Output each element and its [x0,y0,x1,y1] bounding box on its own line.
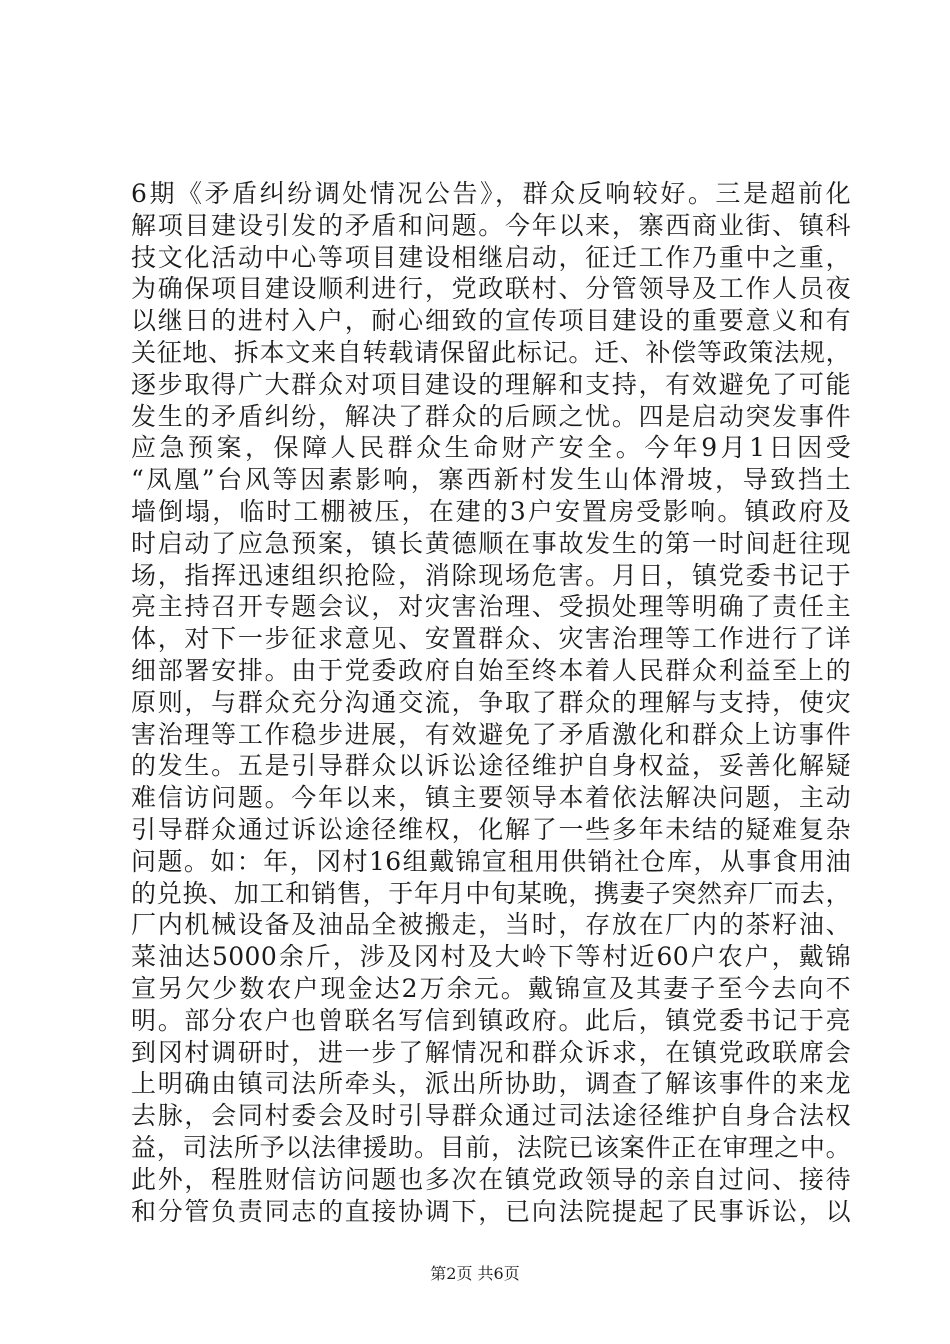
body-text [131,178,851,1227]
text-line: 逐步取得广大群众对项目建设的理解和支持，有效避免了可能 [131,369,851,399]
text-line: 宣另欠少数农户现金达2万余元。戴锦宣及其妻子至今去向不 [131,973,851,1003]
text-line: 明。部分农户也曾联名写信到镇政府。此后，镇党委书记于亮 [131,1005,851,1035]
text-line: 以继日的进村入户，耐心细致的宣传项目建设的重要意义和有 [131,306,851,336]
text-line: 场，指挥迅速组织抢险，消除现场危害。月日，镇党委书记于 [131,560,851,590]
text-line: 技文化活动中心等项目建设相继启动，征迁工作乃重中之重， [131,242,851,272]
text-line: 厂内机械设备及油品全被搬走，当时，存放在厂内的茶籽油、 [131,910,851,940]
text-line: 为确保项目建设顺利进行，党政联村、分管领导及工作人员夜 [131,274,851,304]
text-line: “凤凰”台风等因素影响，寨西新村发生山体滑坡，导致挡土 [131,465,851,495]
text-line: 体，对下一步征求意见、安置群众、灾害治理等工作进行了详 [131,624,851,654]
text-line: 上明确由镇司法所牵头，派出所协助，调查了解该事件的来龙 [131,1069,851,1099]
text-line: 发生的矛盾纠纷，解决了群众的后顾之忧。四是启动突发事件 [131,401,851,431]
text-line: 害治理等工作稳步进展，有效避免了矛盾激化和群众上访事件 [131,719,851,749]
text-line: 菜油达5000余斤，涉及冈村及大岭下等村近60户农户，戴锦 [131,942,851,972]
text-line: 益，司法所予以法律援助。目前，法院已该案件正在审理之中。 [131,1132,851,1162]
text-line: 和分管负责同志的直接协调下，已向法院提起了民事诉讼，以 [131,1196,851,1226]
text-line: 去脉，会同村委会及时引导群众通过司法途径维护自身合法权 [131,1101,851,1131]
text-line: 细部署安排。由于党委政府自始至终本着人民群众利益至上的 [131,655,851,685]
text-line: 原则，与群众充分沟通交流，争取了群众的理解与支持，使灾 [131,687,851,717]
page-number-footer: 第2页 共6页 [430,1264,520,1283]
text-line: 到冈村调研时，进一步了解情况和群众诉求，在镇党政联席会 [131,1037,851,1067]
text-line: 关征地、拆本文来自转载请保留此标记。迁、补偿等政策法规， [131,337,851,367]
text-line: 引导群众通过诉讼途径维权，化解了一些多年未结的疑难复杂 [131,814,851,844]
text-line: 的发生。五是引导群众以诉讼途径维护自身权益，妥善化解疑 [131,751,851,781]
text-line: 墙倒塌，临时工棚被压，在建的3户安置房受影响。镇政府及 [131,496,851,526]
text-line: 时启动了应急预案，镇长黄德顺在事故发生的第一时间赶往现 [131,528,851,558]
text-line: 难信访问题。今年以来，镇主要领导本着依法解决问题，主动 [131,783,851,813]
text-line: 的兑换、加工和销售，于年月中旬某晚，携妻子突然弃厂而去， [131,878,851,908]
text-line: 此外，程胜财信访问题也多次在镇党政领导的亲自过问、接待 [131,1164,851,1194]
text-line: 解项目建设引发的矛盾和问题。今年以来，寨西商业街、镇科 [131,210,851,240]
text-line: 亮主持召开专题会议，对灾害治理、受损处理等明确了责任主 [131,592,851,622]
text-line: 应急预案，保障人民群众生命财产安全。今年9月1日因受 [131,433,851,463]
text-line: 6期《矛盾纠纷调处情况公告》，群众反响较好。三是超前化 [131,179,851,208]
text-line: 问题。如：年，冈村16组戴锦宣租用供销社仓库，从事食用油 [131,846,851,876]
